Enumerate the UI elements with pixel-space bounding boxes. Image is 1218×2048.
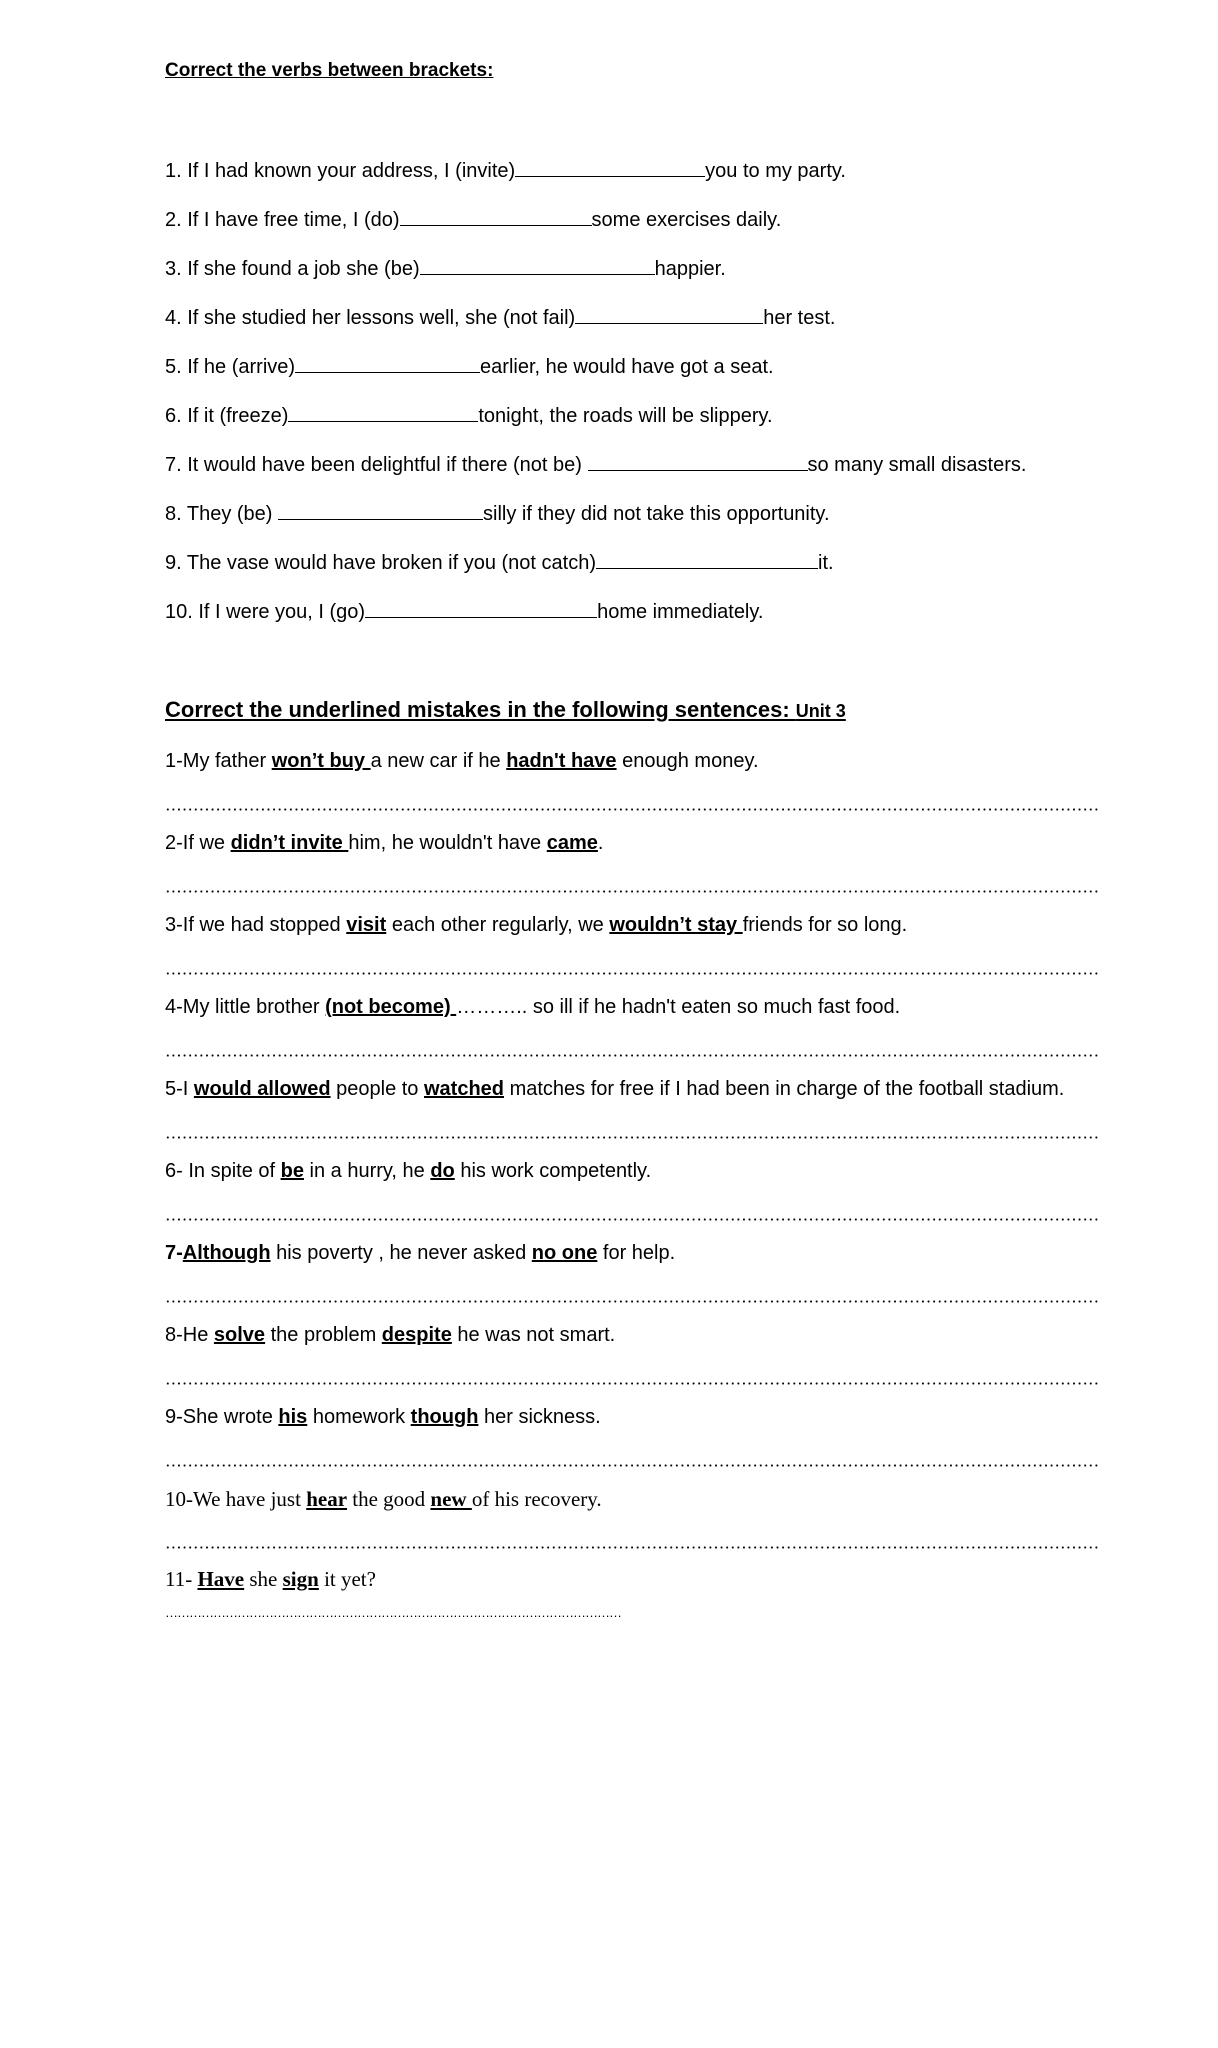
answer-dotted-line-short[interactable]: …………………………………………………………………………………………………… [165, 1605, 621, 1620]
mistake-item-2: 2-If we didn’t invite him, he wouldn't have came. [165, 832, 604, 854]
answer-blank[interactable] [278, 499, 483, 520]
answer-blank[interactable] [515, 156, 705, 177]
verb-item-5: 5. If he (arrive) earlier, he would have got a seat. [165, 352, 774, 380]
answer-dotted-line[interactable] [165, 1136, 1100, 1139]
answer-blank[interactable] [420, 254, 655, 275]
mistake-item-4: 4-My little brother (not become) ……….. so ill if he hadn't eaten so much fast food. [165, 996, 901, 1018]
section2-title: Correct the underlined mistakes in the following sentences: Unit 3 [165, 697, 846, 722]
verb-item-7: 7. It would have been delightful if there (not be) so many small disasters. [165, 450, 1026, 478]
answer-blank[interactable] [575, 303, 763, 324]
verb-item-6: 6. If it (freeze) tonight, the roads will be slippery. [165, 401, 773, 429]
answer-dotted-line[interactable] [165, 1546, 1100, 1549]
answer-blank[interactable] [295, 352, 480, 373]
mistake-item-7: 7-Although his poverty , he never asked no one for help. [165, 1242, 676, 1264]
mistake-item-6: 6- In spite of be in a hurry, he do his work competently. [165, 1160, 652, 1182]
unit-label: Unit 3 [795, 701, 846, 721]
answer-dotted-line[interactable] [165, 972, 1100, 975]
verb-item-3: 3. If she found a job she (be) happier. [165, 254, 726, 282]
answer-dotted-line[interactable] [165, 1300, 1100, 1303]
answer-dotted-line[interactable] [165, 1382, 1100, 1385]
mistake-item-5: 5-I would allowed people to watched matches for free if I had been in charge of the football stadium. [165, 1078, 1065, 1100]
mistake-item-3: 3-If we had stopped visit each other regularly, we wouldn’t stay friends for so long. [165, 914, 908, 936]
verb-item-9: 9. The vase would have broken if you (not catch) it. [165, 548, 834, 576]
section1-title: Correct the verbs between brackets: [165, 60, 494, 81]
mistake-item-11: 11- Have she sign it yet? [165, 1567, 376, 1591]
answer-dotted-line[interactable] [165, 1218, 1100, 1221]
verb-item-2: 2. If I have free time, I (do) some exercises daily. [165, 205, 781, 233]
mistake-item-9: 9-She wrote his homework though her sickness. [165, 1406, 601, 1428]
answer-dotted-line[interactable] [165, 1054, 1100, 1057]
answer-blank[interactable] [365, 597, 597, 618]
verb-item-4: 4. If she studied her lessons well, she (not fail) her test. [165, 303, 835, 331]
answer-blank[interactable] [400, 205, 592, 226]
answer-dotted-line[interactable] [165, 890, 1100, 893]
answer-blank[interactable] [588, 450, 808, 471]
verb-item-10: 10. If I were you, I (go) home immediately. [165, 597, 763, 625]
answer-blank[interactable] [288, 401, 478, 422]
mistake-item-10: 10-We have just hear the good new of his recovery. [165, 1487, 602, 1511]
answer-dotted-line[interactable] [165, 808, 1100, 811]
verb-item-8: 8. They (be) silly if they did not take this opportunity. [165, 499, 830, 527]
mistake-item-8: 8-He solve the problem despite he was not smart. [165, 1324, 616, 1346]
mistake-item-1: 1-My father won’t buy a new car if he hadn't have enough money. [165, 750, 759, 772]
answer-blank[interactable] [596, 548, 818, 569]
verb-item-1: 1. If I had known your address, I (invite) you to my party. [165, 156, 846, 184]
answer-dotted-line[interactable] [165, 1464, 1100, 1467]
